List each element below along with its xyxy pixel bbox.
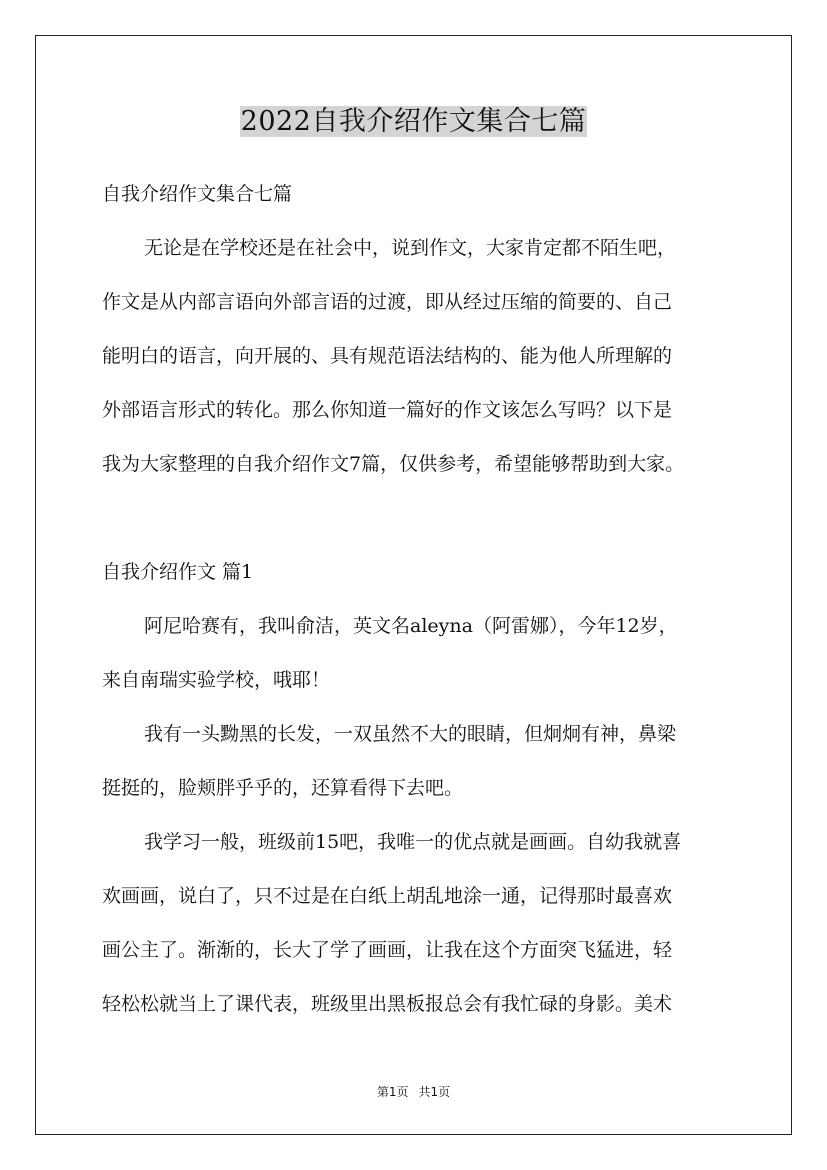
document-title-text: 2022自我介绍作文集合七篇 <box>240 106 587 137</box>
intro-line-5: 我为大家整理的自我介绍作文7篇，仅供参考，希望能够帮助到大家。 <box>102 453 685 475</box>
intro-line-2: 作文是从内部言语向外部言语的过渡，即从经过压缩的简要的、自己 <box>102 291 673 313</box>
section-line-8: 轻松松就当上了课代表，班级里出黑板报总会有我忙碌的身影。美术 <box>102 993 673 1015</box>
intro-line-3: 能明白的语言，向开展的、具有规范语法结构的、能为他人所理解的 <box>102 345 673 367</box>
page-number: 第1页 <box>376 1085 409 1099</box>
section-heading: 自我介绍作文 篇1 <box>102 561 254 583</box>
section-line-1: 阿尼哈赛有，我叫俞洁，英文名aleyna（阿雷娜），今年12岁， <box>144 615 678 637</box>
section-line-4: 挺挺的，脸颊胖乎乎的，还算看得下去吧。 <box>102 777 464 799</box>
section-line-2: 来自南瑞实验学校，哦耶！ <box>102 669 331 691</box>
subtitle: 自我介绍作文集合七篇 <box>102 183 293 205</box>
section-line-6: 欢画画，说白了，只不过是在白纸上胡乱地涂一通，记得那时最喜欢 <box>102 885 673 907</box>
intro-line-4: 外部语言形式的转化。那么你知道一篇好的作文该怎么写吗？以下是 <box>102 399 673 421</box>
page-footer <box>0 1084 827 1100</box>
page-total: 共1页 <box>418 1085 451 1099</box>
section-line-7: 画公主了。渐渐的，长大了学了画画，让我在这个方面突飞猛进，轻 <box>102 939 673 961</box>
document-title <box>0 103 827 141</box>
section-line-3: 我有一头黝黑的长发，一双虽然不大的眼睛，但炯炯有神，鼻梁 <box>144 723 677 745</box>
intro-line-1: 无论是在学校还是在社会中，说到作文，大家肯定都不陌生吧， <box>144 237 677 259</box>
section-line-5: 我学习一般，班级前15吧，我唯一的优点就是画画。自幼我就喜 <box>144 831 682 853</box>
